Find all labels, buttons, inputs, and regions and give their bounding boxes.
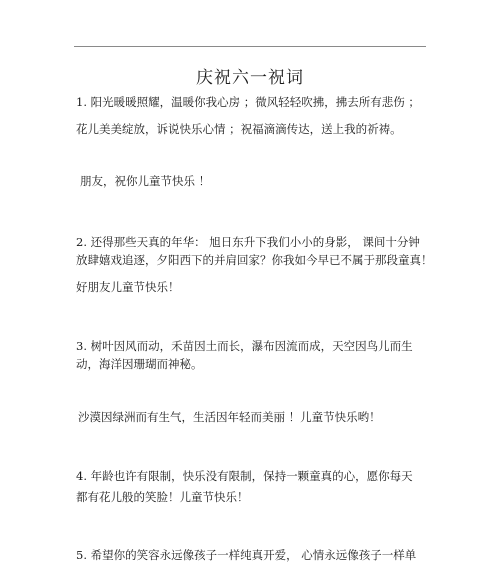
text-line: 4. 年龄也许有限制，快乐没有限制，保持一颗童真的心，愿你每天 bbox=[76, 469, 413, 483]
page-title: 庆祝六一祝词 bbox=[196, 68, 304, 88]
text-line: 2. 还得那些天真的年华： 旭日东升下我们小小的身影， 课间十分钟 bbox=[76, 235, 420, 249]
header-rule bbox=[74, 46, 426, 47]
text-line: 1. 阳光暖暖照耀，温暖你我心房 ；微风轻轻吹拂，拂去所有悲伤 ； bbox=[76, 95, 420, 109]
text-line: 3. 树叶因风而动，禾苗因土而长，瀑布因流而成，天空因鸟儿而生 bbox=[76, 339, 413, 353]
text-line: 放肆嬉戏追逐，夕阳西下的并肩回家？你我如今早已不属于那段童真！ bbox=[76, 253, 433, 267]
text-line: 沙漠因绿洲而有生气，生活因年轻而美丽 ！儿童节快乐哟！ bbox=[78, 410, 381, 424]
text-line: 好朋友儿童节快乐！ bbox=[76, 280, 180, 294]
text-line: 5. 希望你的笑容永远像孩子一样纯真开爱， 心情永远像孩子一样单 bbox=[76, 548, 417, 562]
text-line: 都有花儿般的笑脸！儿童节快乐！ bbox=[76, 490, 249, 504]
text-line: 动，海洋因珊瑚而神秘。 bbox=[76, 357, 203, 371]
text-line: 朋友，祝你儿童节快乐 ！ bbox=[80, 174, 211, 188]
text-line: 花儿美美绽放，诉说快乐心情 ；祝福滴滴传达，送上我的祈祷。 bbox=[76, 122, 402, 136]
